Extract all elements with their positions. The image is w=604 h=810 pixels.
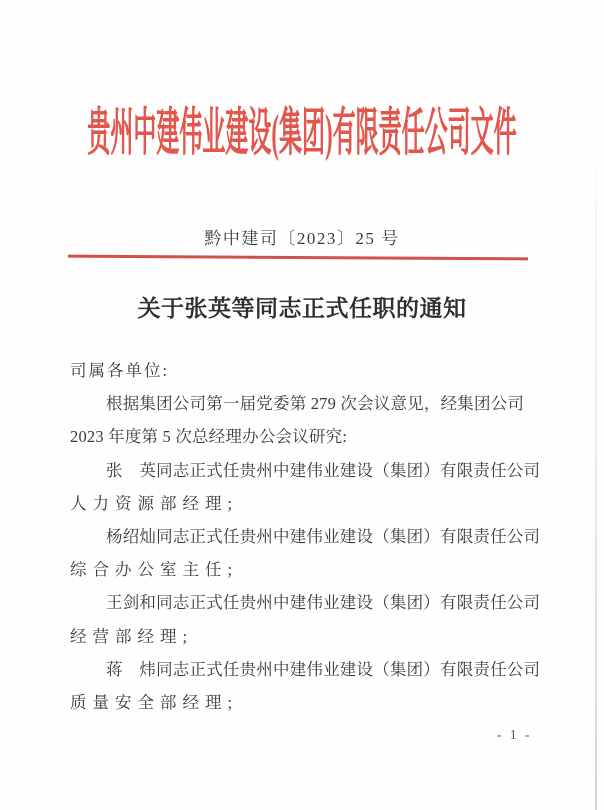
red-separator-line (68, 255, 528, 261)
body-line: 王剑和同志正式任贵州中建伟业建设（集团）有限责任公司 (106, 593, 541, 613)
body-line: 杨绍灿同志正式任贵州中建伟业建设（集团）有限责任公司 (106, 527, 541, 547)
body-line: 经营部经理; (70, 626, 194, 646)
body-line: 司属各单位: (70, 361, 170, 380)
scan-edge-artifact (595, 170, 597, 810)
letterhead (0, 94, 604, 174)
document-number: 黔中建司〔2023〕25 号 (204, 229, 400, 248)
body-line: 人力资源部经理; (70, 493, 239, 513)
body-line: 蒋 炜同志正式任贵州中建伟业建设（集团）有限责任公司 (106, 659, 541, 679)
body-line: 2023 年度第 5 次总经理办公会议研究: (70, 427, 348, 447)
letterhead-title: 贵州中建伟业建设(集团)有限责任公司文件 (87, 104, 517, 161)
document-body (70, 354, 550, 719)
body-line: 质量安全部经理; (70, 693, 239, 713)
body-line: 根据集团公司第一届党委第 279 次会议意见，经集团公司 (106, 394, 525, 414)
body-line: 综合办公室主任; (70, 560, 239, 580)
document-title: 关于张英等同志正式任职的通知 (137, 296, 467, 321)
page-number: - 1 - (497, 727, 532, 742)
body-line: 张 英同志正式任贵州中建伟业建设（集团）有限责任公司 (106, 460, 541, 480)
